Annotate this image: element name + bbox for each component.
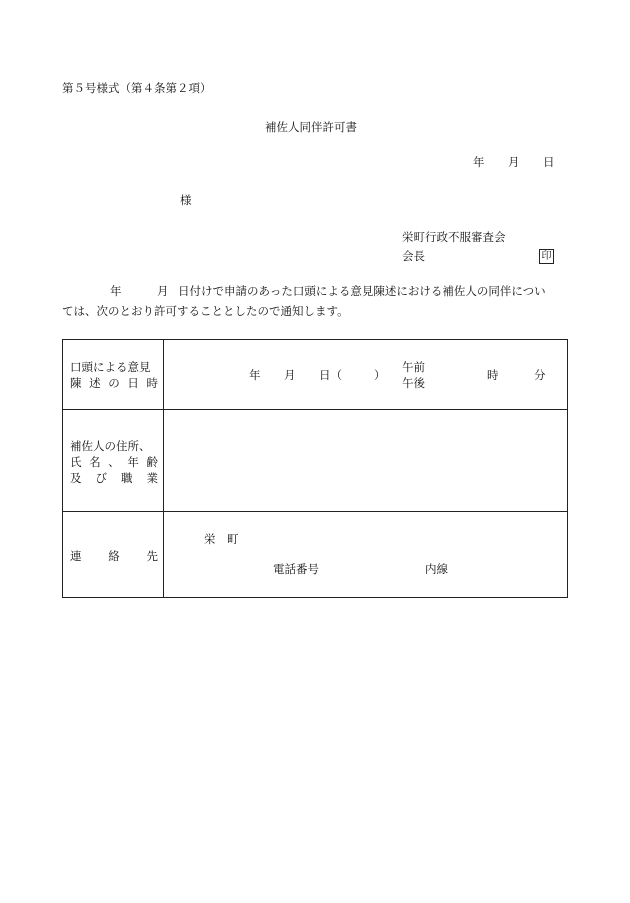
body-line1-rest: 日付けで申請のあった口頭による意見陳述における補佐人の同伴につい: [178, 284, 546, 298]
label-line-1: 補佐人の住所、: [70, 439, 151, 453]
seal-label: 印: [539, 249, 554, 264]
date-day: 日: [543, 155, 555, 169]
column-divider: [163, 410, 164, 511]
contact-extension-label: 内線: [425, 562, 448, 576]
hearing-year: 年: [249, 368, 261, 382]
am-label: 午前: [402, 360, 425, 374]
assistant-info-label: [70, 438, 158, 486]
permit-details-table: [62, 339, 568, 598]
column-divider: [163, 512, 164, 597]
hearing-datetime-label: [70, 359, 158, 391]
hearing-day: 日（: [319, 368, 342, 382]
label-line-2: 陳 述 の 日 時: [70, 376, 158, 390]
column-divider: [163, 340, 164, 409]
body-year: 年: [110, 284, 122, 298]
issuer-title: 会長: [402, 249, 425, 263]
body-month: 月: [157, 284, 169, 298]
label-line-1: 口頭による意見: [70, 360, 151, 374]
date-year: 年: [473, 155, 485, 169]
contact-phone-label: 電話番号: [273, 562, 319, 576]
minute-label: 分: [534, 368, 546, 382]
hour-label: 時: [487, 368, 499, 382]
hearing-datetime-row: [63, 340, 567, 410]
issuer-org: 栄町行政不服審査会: [402, 230, 506, 244]
pm-label: 午後: [402, 376, 425, 390]
weekday-close-paren: ）: [374, 368, 386, 382]
contact-town: 栄 町: [204, 532, 239, 546]
assistant-info-row: [63, 410, 567, 512]
addressee-suffix: 様: [180, 193, 192, 207]
hearing-month: 月: [284, 368, 296, 382]
body-line2: ては、次のとおり許可することとしたので通知します。: [62, 304, 349, 318]
label-line-3: 及 び 職 業: [70, 471, 158, 485]
seal-mark: [539, 249, 554, 264]
form-number: 第５号様式（第４条第２項）: [62, 81, 212, 95]
document-title: 補佐人同伴許可書: [265, 120, 357, 134]
label-line-2: 氏 名 、 年 齢: [70, 455, 158, 469]
contact-label: 連 絡 先: [70, 549, 158, 563]
contact-row: [63, 512, 567, 597]
date-month: 月: [508, 155, 520, 169]
